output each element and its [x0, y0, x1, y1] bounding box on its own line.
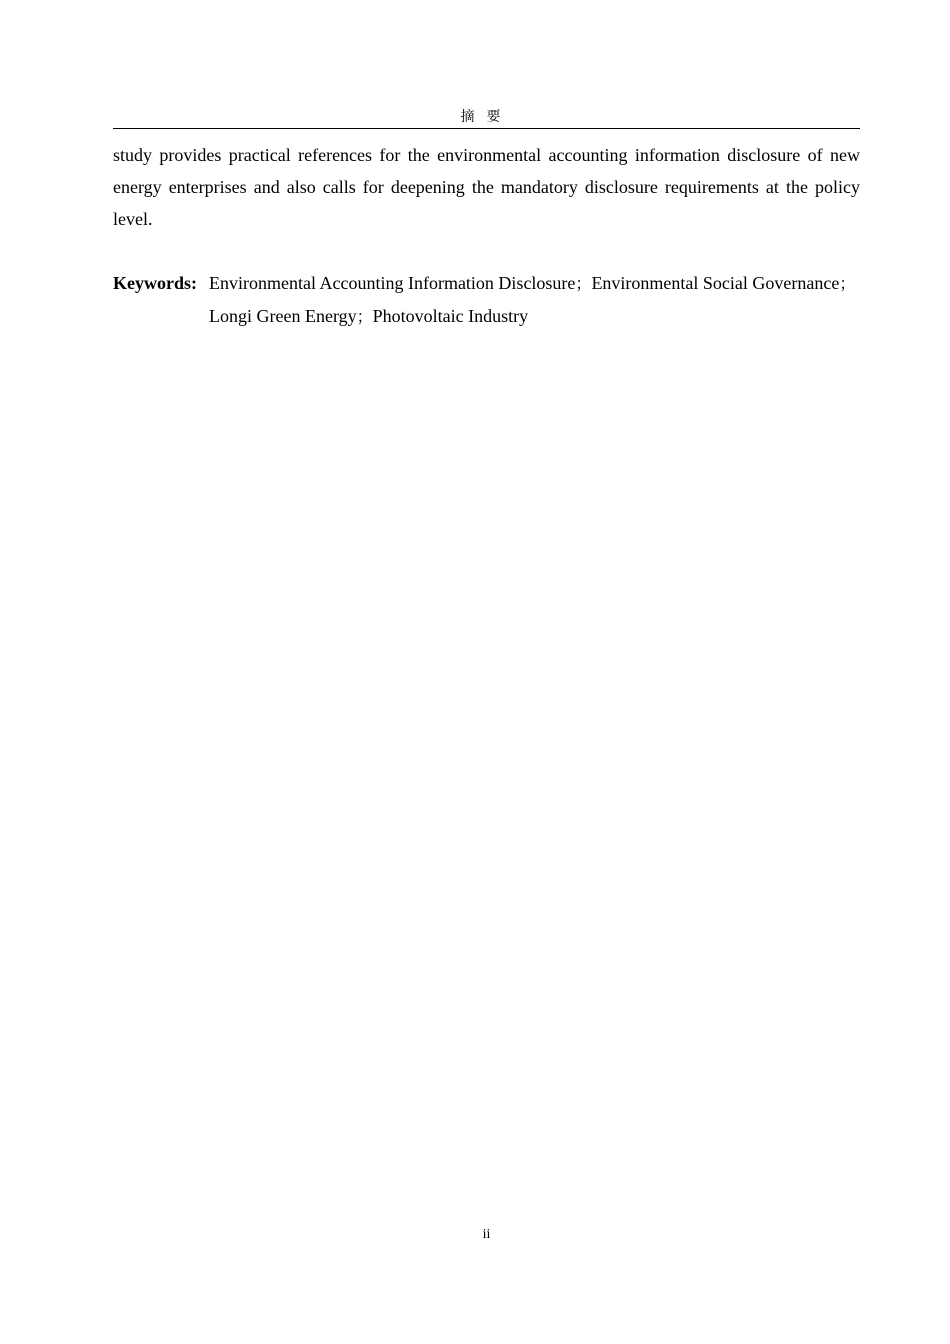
keyword-separator: ； [575, 274, 592, 293]
keyword-item: Photovoltaic Industry [372, 306, 529, 326]
header-rule [113, 128, 860, 129]
keywords-label: Keywords: [113, 273, 197, 293]
keyword-item: Environmental Accounting Information Disclosure [209, 273, 576, 293]
page-number: ii [482, 1227, 491, 1242]
keyword-separator: ； [356, 307, 373, 326]
keywords-block [113, 267, 893, 333]
running-header: 摘要 [460, 109, 513, 125]
keywords-list [209, 267, 893, 333]
keyword-item: Environmental Social Governance [591, 273, 840, 293]
keyword-separator: ； [839, 274, 856, 293]
keyword-item: Longi Green Energy [209, 306, 357, 326]
abstract-paragraph: study provides practical references for the environmental accounting information disclosure of new energy enterprises and also calls for deepening the mandatory disclosure requirements at the policy level. [113, 145, 860, 229]
